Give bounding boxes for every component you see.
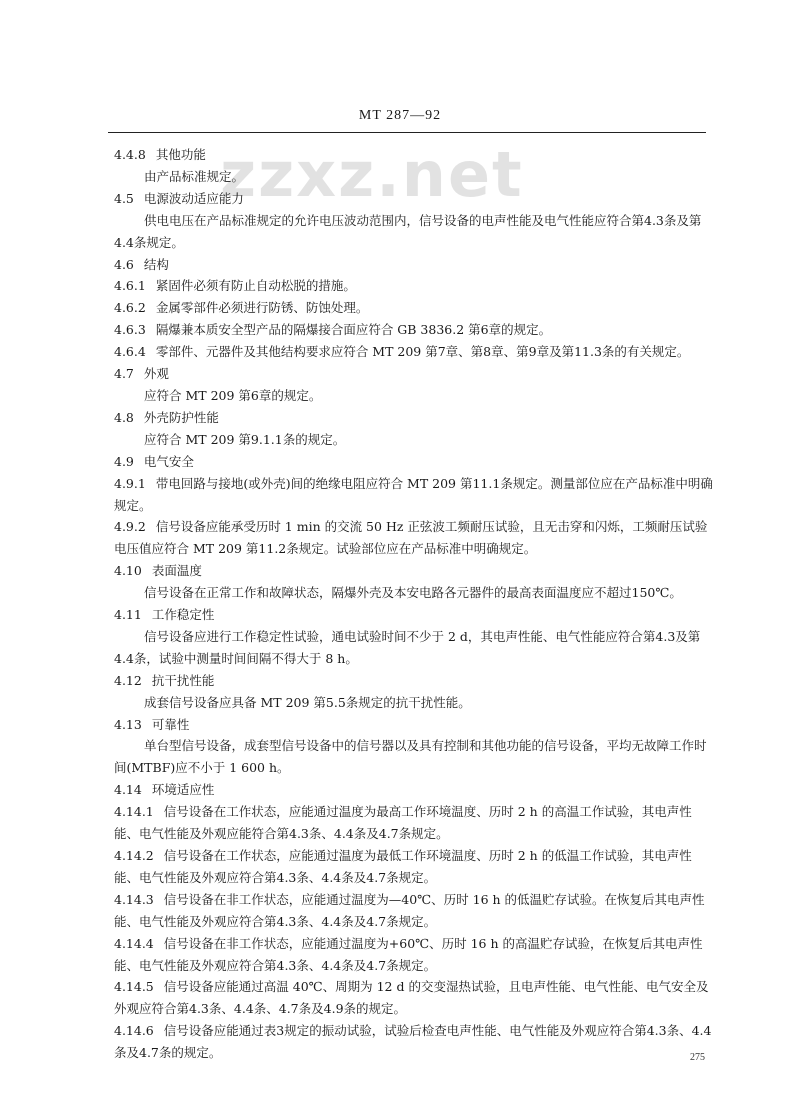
clause-text: 金属零部件必须进行防锈、防蚀处理。 xyxy=(155,300,369,316)
clause-item xyxy=(114,845,716,889)
clause-number: 4.11 xyxy=(114,607,142,623)
section-heading xyxy=(114,254,716,276)
clause-number: 4.14 xyxy=(114,782,142,798)
clause-text: 带电回路与接地(或外壳)间的绝缘电阻应符合 MT 209 第11.1条规定。测量部位应在产品标准中明确规定。 xyxy=(114,475,713,513)
clause-number: 4.10 xyxy=(114,563,142,579)
clause-number: 4.8 xyxy=(114,409,134,425)
clause-text: 应符合 MT 209 第9.1.1条的规定。 xyxy=(144,431,346,447)
clause-text: 供电电压在产品标准规定的允许电压波动范围内，信号设备的电声性能及电气性能应符合第4.3条及第4.4条规定。 xyxy=(114,212,702,250)
clause-number: 4.14.4 xyxy=(114,935,154,951)
section-heading xyxy=(114,670,716,692)
clause-item xyxy=(114,516,716,560)
clause-number: 4.6.3 xyxy=(114,322,146,338)
clause-number: 4.14.2 xyxy=(114,848,154,863)
clause-number: 4.14.5 xyxy=(114,979,154,995)
clause-text: 可靠性 xyxy=(151,716,190,732)
clause-item xyxy=(114,473,716,517)
clause-text: 表面温度 xyxy=(151,563,202,579)
clause-text: 环境适应性 xyxy=(151,782,215,798)
clause-item xyxy=(114,976,716,1020)
section-heading xyxy=(114,604,716,626)
paragraph xyxy=(114,735,716,779)
clause-text: 信号设备应能通过高温 40℃、周期为 12 d 的交变湿热试验，且电声性能、电气性能、电气安全及外观应符合第4.3条、4.4条、4.7条及4.9条的规定。 xyxy=(114,979,709,1017)
clause-text: 成套信号设备应具备 MT 209 第5.5条规定的抗干扰性能。 xyxy=(144,694,471,710)
section-heading xyxy=(114,451,716,473)
clause-number: 4.13 xyxy=(114,716,142,732)
section-heading xyxy=(114,560,716,582)
clause-text: 外壳防护性能 xyxy=(143,409,219,425)
clause-number: 4.14.3 xyxy=(114,891,154,907)
clause-item xyxy=(114,275,716,297)
clause-number: 4.7 xyxy=(114,366,134,382)
clause-number: 4.6.4 xyxy=(114,344,146,360)
section-heading xyxy=(114,714,716,736)
clause-text: 信号设备在正常工作和故障状态，隔爆外壳及本安电路各元器件的最高表面温度应不超过150℃。 xyxy=(144,585,682,601)
clause-text: 抗干扰性能 xyxy=(151,672,215,688)
clause-text: 信号设备在非工作状态，应能通过温度为—40℃、历时 16 h 的低温贮存试验。在恢复后其电声性能、电气性能及外观应符合第4.3条、4.4条及4.7条规定。 xyxy=(114,891,705,929)
clause-text: 由产品标准规定。 xyxy=(144,168,245,184)
clause-item xyxy=(114,1020,716,1064)
clause-number: 4.14.1 xyxy=(114,804,154,820)
section-heading xyxy=(114,779,716,801)
paragraph xyxy=(114,166,716,188)
paragraph xyxy=(114,429,716,451)
clause-item xyxy=(114,319,716,341)
header-rule xyxy=(108,132,706,133)
clause-item xyxy=(114,933,716,977)
paragraph xyxy=(114,582,716,604)
clause-number: 4.9 xyxy=(114,453,134,469)
clause-text: 电源波动适应能力 xyxy=(143,190,244,206)
clause-text: 信号设备应进行工作稳定性试验，通电试验时间不少于 2 d，其电声性能、电气性能应符合第4.3及第4.4条，试验中测量时间间隔不得大于 8 h。 xyxy=(114,628,701,666)
clause-text: 工作稳定性 xyxy=(151,607,215,623)
clause-text: 单台型信号设备，成套型信号设备中的信号器以及具有控制和其他功能的信号设备，平均无故障工作时间(MTBF)应不小于 1 600 h。 xyxy=(114,738,707,776)
paragraph xyxy=(114,692,716,714)
document-code-header: MT 287—92 xyxy=(358,108,442,123)
clause-number: 4.6.2 xyxy=(114,300,146,316)
clause-item xyxy=(114,801,716,845)
clause-number: 4.6.1 xyxy=(114,278,146,294)
clause-number: 4.6 xyxy=(114,256,134,272)
section-heading xyxy=(114,363,716,385)
watermark: zzxz.net xyxy=(220,138,524,211)
clause-text: 其他功能 xyxy=(155,147,206,162)
clause-text: 信号设备应能承受历时 1 min 的交流 50 Hz 正弦波工频耐压试验，且无击穿和闪烁，工频耐压试验电压值应符合 MT 209 第11.2条规定。试验部位应在产品标准中明确规定。 xyxy=(114,519,708,557)
section-heading xyxy=(114,407,716,429)
clause-number: 4.14.6 xyxy=(114,1023,154,1039)
clause-text: 零部件、元器件及其他结构要求应符合 MT 209 第7章、第8章、第9章及第11.3条的有关规定。 xyxy=(155,344,690,360)
clause-text: 电气安全 xyxy=(143,453,194,469)
clause-text: 信号设备在工作状态，应能通过温度为最高工作环境温度、历时 2 h 的高温工作试验，其电声性能、电气性能及外观应能符合第4.3条、4.4条及4.7条规定。 xyxy=(114,804,692,842)
clause-text: 信号设备应能通过表3规定的振动试验，试验后检查电声性能、电气性能及外观应符合第4.3条、4.4条及4.7条的规定。 xyxy=(114,1023,712,1061)
clause-number: 4.4.8 xyxy=(114,147,146,162)
clause-item xyxy=(114,297,716,319)
clause-number: 4.9.1 xyxy=(114,475,146,491)
clause-text: 紧固件必须有防止自动松脱的措施。 xyxy=(155,278,356,294)
paragraph xyxy=(114,210,716,254)
clause-text: 信号设备在工作状态，应能通过温度为最低工作环境温度、历时 2 h 的低温工作试验，其电声性能、电气性能及外观应符合第4.3条、4.4条及4.7条规定。 xyxy=(114,848,692,885)
clause-text: 结构 xyxy=(143,256,169,272)
clause-item xyxy=(114,889,716,933)
paragraph xyxy=(114,626,716,670)
clause-text: 外观 xyxy=(143,366,169,382)
clause-text: 应符合 MT 209 第6章的规定。 xyxy=(144,387,322,403)
section-heading xyxy=(114,188,716,210)
clause-number: 4.12 xyxy=(114,672,142,688)
clause-text: 信号设备在非工作状态，应能通过温度为+60℃、历时 16 h 的高温贮存试验，在恢复后其电声性能、电气性能及外观应符合第4.3条、4.4条及4.7条规定。 xyxy=(114,935,703,973)
paragraph xyxy=(114,385,716,407)
clause-number: 4.9.2 xyxy=(114,519,146,535)
document-body xyxy=(114,144,716,1064)
clause-number: 4.5 xyxy=(114,190,134,206)
section-heading xyxy=(114,144,716,166)
clause-item xyxy=(114,341,716,363)
page-number: 275 xyxy=(690,1052,705,1063)
clause-text: 隔爆兼本质安全型产品的隔爆接合面应符合 GB 3836.2 第6章的规定。 xyxy=(155,322,552,338)
